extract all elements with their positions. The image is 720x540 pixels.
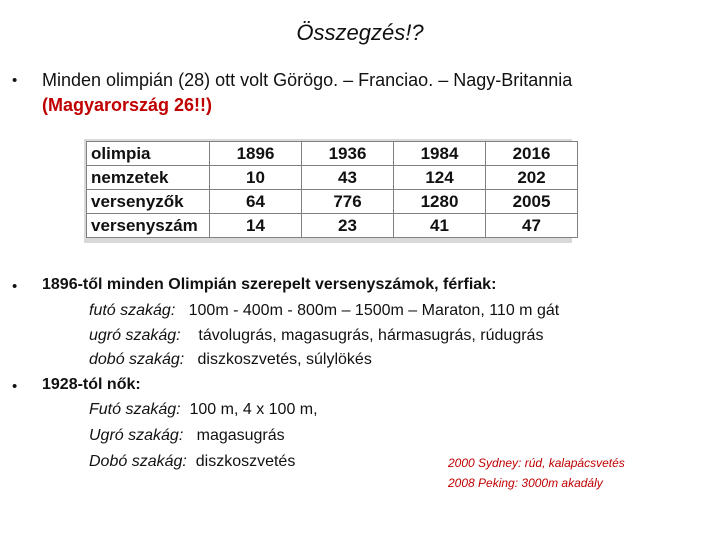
table-row	[87, 142, 578, 166]
men-jumping-row	[89, 327, 543, 345]
men-events-heading: 1896-től minden Olimpián szerepelt versenyszámok, férfiak:	[42, 276, 497, 293]
table-cell: 64	[210, 190, 302, 214]
table-cell: 41	[394, 214, 486, 238]
women-throwing-row	[89, 453, 295, 471]
table-row	[87, 166, 578, 190]
note-peking: 2008 Peking: 3000m akadály	[448, 476, 603, 490]
women-throwing-value: diszkoszvetés	[195, 453, 296, 470]
bullet-marker: •	[12, 278, 18, 295]
table-cell: 14	[210, 214, 302, 238]
row-label: olimpia	[87, 142, 210, 166]
women-jumping-value: magasugrás	[196, 427, 285, 444]
row-label: nemzetek	[87, 166, 210, 190]
table-cell: 202	[486, 166, 578, 190]
table-cell: 43	[302, 166, 394, 190]
bullet-marker: •	[12, 378, 18, 395]
women-throwing-label: Dobó szakág:	[89, 453, 187, 470]
men-throwing-label: dobó szakág:	[89, 351, 185, 368]
table-cell: 47	[486, 214, 578, 238]
men-jumping-value: távolugrás, magasugrás, hármasugrás, rúdugrás	[198, 327, 544, 344]
table-row	[87, 214, 578, 238]
table-cell: 2005	[486, 190, 578, 214]
table-cell: 1984	[394, 142, 486, 166]
women-events-heading: 1928-tól nők:	[42, 376, 141, 393]
olympics-stats-table	[86, 141, 578, 238]
women-jumping-row	[89, 427, 285, 445]
men-jumping-label: ugró szakág:	[89, 327, 181, 344]
table-cell: 1280	[394, 190, 486, 214]
women-running-label: Futó szakág:	[89, 401, 181, 418]
row-label: versenyzők	[87, 190, 210, 214]
table-cell: 10	[210, 166, 302, 190]
men-throwing-row	[89, 351, 372, 369]
women-jumping-label: Ugró szakág:	[89, 427, 184, 444]
row-label: versenyszám	[87, 214, 210, 238]
slide-title: Összegzés!?	[296, 20, 424, 45]
table-cell: 124	[394, 166, 486, 190]
men-running-value: 100m - 400m - 800m – 1500m – Maraton, 110 m gát	[188, 302, 560, 319]
table-cell: 1896	[210, 142, 302, 166]
men-throwing-value: diszkoszvetés, súlylökés	[197, 351, 372, 368]
women-running-row	[89, 401, 318, 419]
note-sydney: 2000 Sydney: rúd, kalapácsvetés	[448, 456, 625, 470]
men-running-row	[89, 302, 559, 320]
table-cell: 1936	[302, 142, 394, 166]
table-row	[87, 190, 578, 214]
table-cell: 2016	[486, 142, 578, 166]
women-running-value: 100 m, 4 x 100 m,	[189, 401, 318, 418]
men-running-label: futó szakág:	[89, 302, 176, 319]
table-cell: 776	[302, 190, 394, 214]
table-cell: 23	[302, 214, 394, 238]
bullet-marker: •	[12, 72, 18, 89]
intro-highlight: (Magyarország 26!!)	[42, 95, 213, 115]
intro-line: Minden olimpián (28) ott volt Görögo. – Franciao. – Nagy-Britannia	[42, 70, 573, 90]
